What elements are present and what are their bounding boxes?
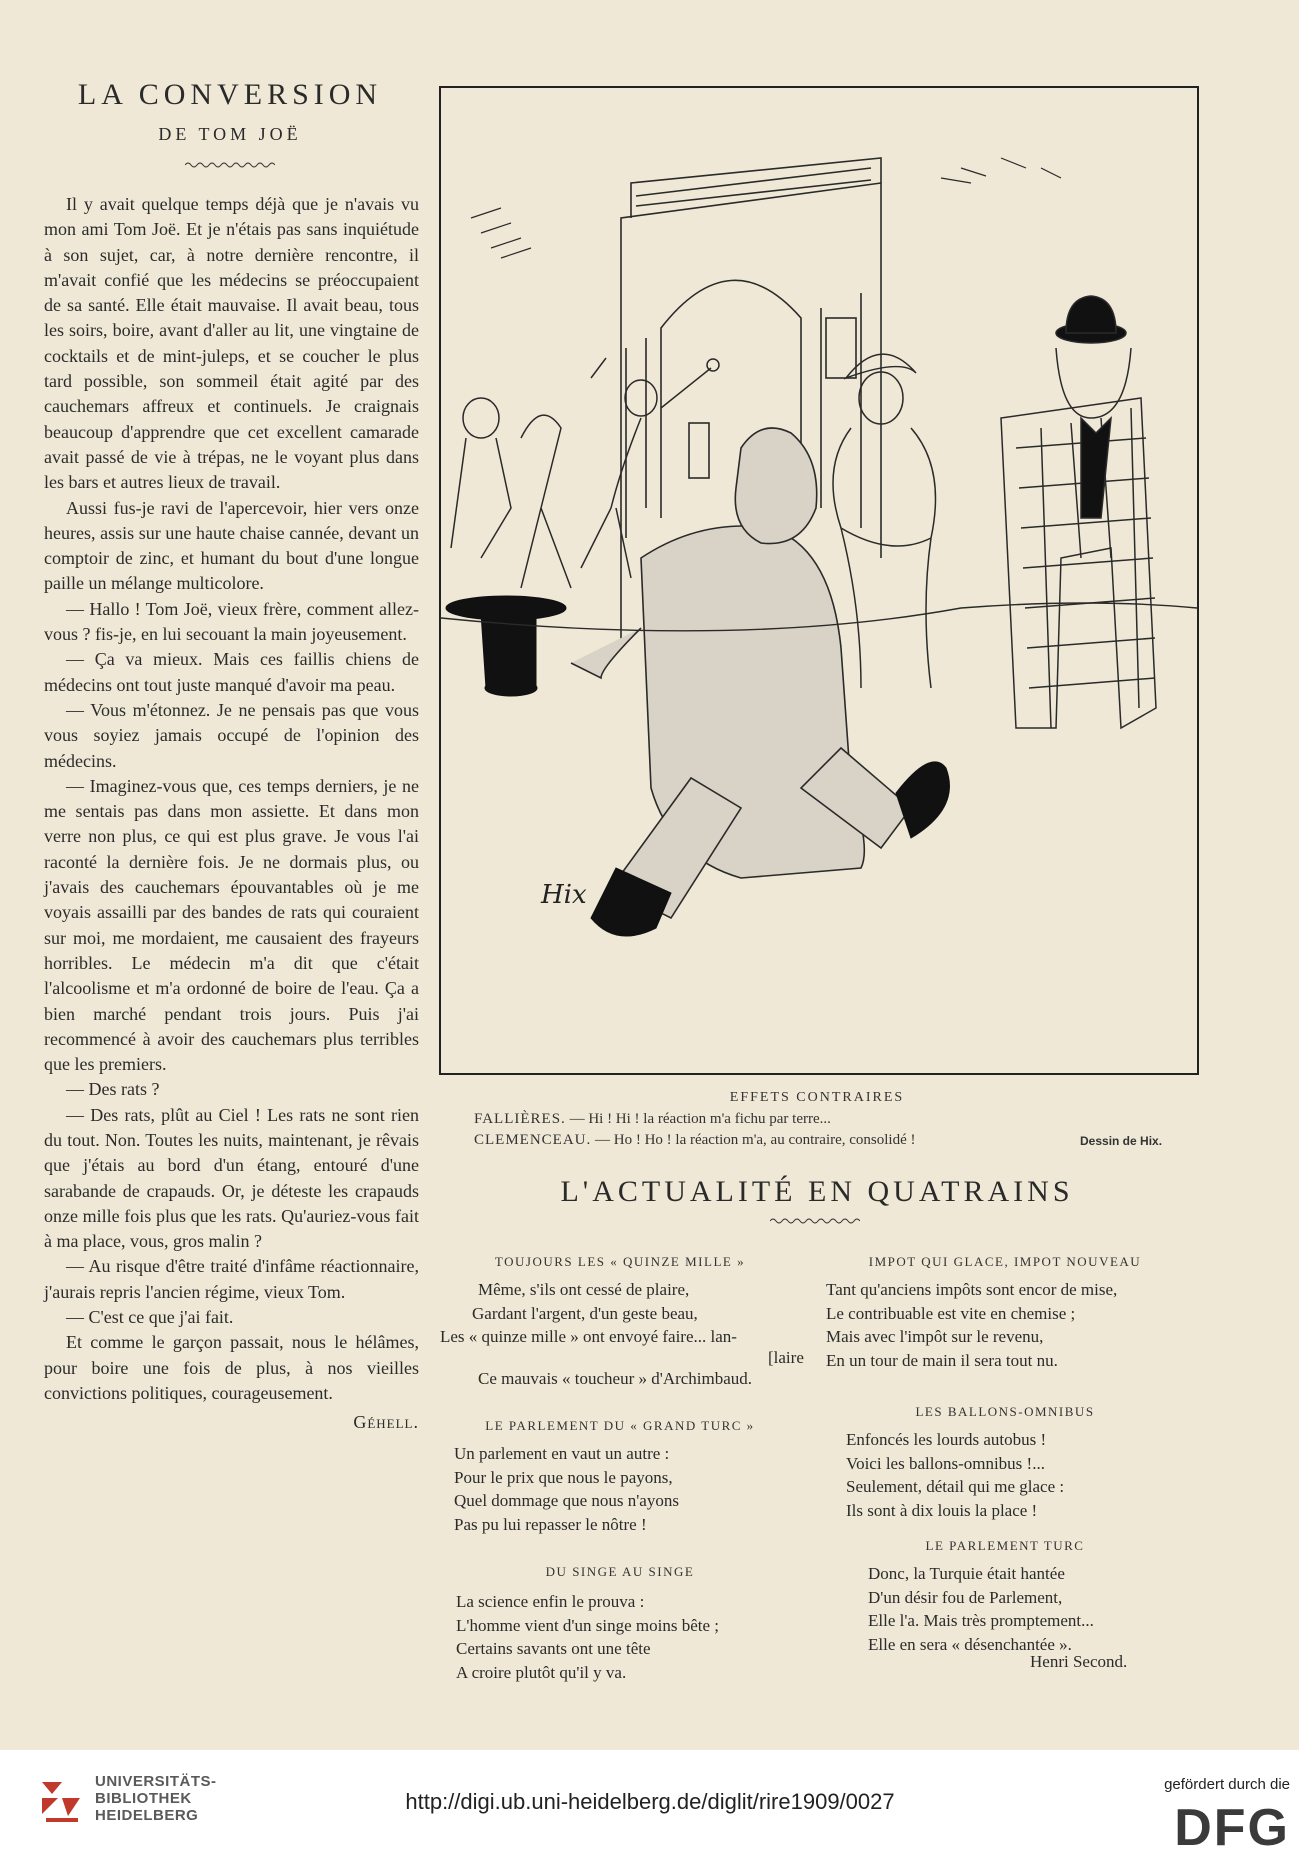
paragraph: — Imaginez-vous que, ces temps derniers, je ne me sentais pas dans mon assiette. Et dans mon verre non plus, ce qui est plus grave. Je vous l'ai raconté la dernière fois. Je ne dormais plus, ou j'avais des cauchemars épouvantables où je me voyais assailli par des bandes de rats qui couraient sur moi, me mordaient, me causaient des frayeurs horribles. Le médecin m'a dit que c'était l'alcoolisme et m'a ordonné de boire de l'eau. Ça a bien marché pendant trois jours. Puis j'ai recommencé à avoir des cauchemars plus terribles que les premiers. — [44, 775, 419, 1075]
poem-line: Mais avec l'impôt sur le revenu, — [826, 1327, 1044, 1346]
title-ornament — [185, 160, 275, 170]
cartoon-illustration — [439, 86, 1199, 1075]
poem-line: Quel dommage que nous n'ayons — [454, 1491, 679, 1510]
poem-line: La science enfin le prouva : — [456, 1592, 645, 1611]
poem-line: L'homme vient d'un singe moins bête ; — [456, 1615, 719, 1635]
poem — [846, 1428, 1186, 1522]
paragraph: — C'est ce que j'ai fait. — [66, 1307, 234, 1328]
drawing-credit: Dessin de Hix. — [1080, 1134, 1163, 1148]
article-body — [44, 192, 419, 1436]
artist-signature: Hix — [541, 880, 587, 910]
paragraph: — Hallo ! Tom Joë, vieux frère, comment allez-vous ? fis-je, en lui secouant la main joyeusement. — [44, 598, 419, 645]
library-name-line: HEIDELBERG — [95, 1807, 199, 1824]
poem-heading: LE PARLEMENT TURC — [925, 1538, 1085, 1553]
paragraph: — Des rats ? — [66, 1079, 160, 1100]
poem-line: Gardant l'argent, d'un geste beau, — [472, 1303, 698, 1323]
poem-line: Donc, la Turquie était hantée — [868, 1564, 1065, 1583]
caption-text: — Hi ! Hi ! la réaction m'a fichu par terre... — [569, 1111, 831, 1127]
poem-line: Tant qu'anciens impôts sont encor de mise, — [826, 1280, 1118, 1299]
poem-line: Pas pu lui repasser le nôtre ! — [454, 1514, 647, 1534]
poem-line: Les « quinze mille » ont envoyé faire... lan- — [440, 1327, 737, 1346]
library-name — [95, 1773, 217, 1824]
poem-line: Même, s'ils ont cessé de plaire, — [478, 1280, 690, 1299]
poem-heading: TOUJOURS LES « QUINZE MILLE » — [494, 1254, 746, 1269]
poem — [440, 1278, 810, 1390]
funding-note: gefördert durch die — [1164, 1776, 1290, 1793]
title-ornament — [770, 1216, 860, 1226]
paragraph: — Au risque d'être traité d'infâme réactionnaire, j'aurais repris l'ancien régime, vieux Tom. — [44, 1256, 419, 1302]
poem-line: Elle en sera « désenchantée ». — [868, 1634, 1072, 1654]
poem-line: Pour le prix que nous le payons, — [454, 1467, 673, 1487]
quatrains-title: L'ACTUALITÉ EN QUATRAINS — [560, 1175, 1074, 1208]
quatrains-signature: Henri Second. — [1030, 1652, 1128, 1671]
poem-line: Ils sont à dix louis la place ! — [846, 1500, 1038, 1520]
caption-line — [474, 1111, 831, 1128]
poem — [456, 1590, 796, 1684]
paragraph: Aussi fus-je ravi de l'apercevoir, hier vers onze heures, assis sur une haute chaise cannée, devant un comptoir de zinc, et humant du bout d'une longue paille un mélange multicolore. — [44, 497, 419, 594]
poem-heading: DU SINGE AU SINGE — [545, 1564, 695, 1579]
library-logo-icon — [38, 1778, 84, 1824]
poem-line: En un tour de main il sera tout nu. — [826, 1350, 1058, 1370]
caption-speaker: CLEMENCEAU. — [474, 1132, 592, 1148]
paragraph: Et comme le garçon passait, nous le hélâmes, pour boire une fois de plus, à nos vieilles convictions politiques, courageusement. — [44, 1332, 419, 1403]
caption-speaker: FALLIÈRES. — [474, 1111, 566, 1127]
article-subtitle: DE TOM JOË — [158, 124, 302, 144]
library-name-line: UNIVERSITÄTS- — [95, 1773, 217, 1790]
poem-line: Voici les ballons-omnibus !... — [846, 1453, 1045, 1473]
caption-line — [474, 1132, 916, 1149]
poem-line: D'un désir fou de Parlement, — [868, 1587, 1063, 1607]
poem-line: [laire — [768, 1347, 804, 1367]
poem-line: Certains savants ont une tête — [456, 1639, 651, 1658]
article-title: LA CONVERSION — [77, 78, 383, 111]
poem-line: Ce mauvais « toucheur » d'Archimbaud. — [478, 1368, 753, 1388]
poem-line: Seulement, détail qui me glace : — [846, 1477, 1065, 1496]
poem-heading: IMPOT QUI GLACE, IMPOT NOUVEAU — [868, 1254, 1142, 1269]
poem-line: A croire plutôt qu'il y va. — [456, 1662, 627, 1682]
poem-line: Enfoncés les lourds autobus ! — [846, 1430, 1047, 1449]
paragraph: — Des rats, plût au Ciel ! Les rats ne sont rien du tout. Non. Toutes les nuits, maintenant, je rêvais que j'étais au bord d'un étang, entouré d'une sarabande de crapauds. Or, je déteste les crapauds onze mille fois plus que les rats. Qu'auriez-vous fait à ma place, vous, gros malin ? — [44, 1104, 419, 1252]
library-name-line: BIBLIOTHEK — [95, 1790, 192, 1807]
poem-heading: LES BALLONS-OMNIBUS — [915, 1404, 1095, 1419]
paragraph: Il y avait quelque temps déjà que je n'avais vu mon ami Tom Joë. Et je n'étais pas sans inquiétude à son sujet, car, à notre dernière rencontre, il m'avait confié que les médecins se préoccupaient de sa santé. Elle était mauvaise. Il avait beau, tous les soirs, boire, avant d'aller au lit, une vingtaine de cocktails et de mint-juleps, et se coucher le plus tard possible, son sommeil était agité par des cauchemars affreux et continuels. Je craignais beaucoup d'apprendre que cet excellent camarade avait passé de vie à trépas, ne le voyant plus dans les bars et autres lieux de travail. — [44, 194, 419, 493]
caption-text: — Ho ! Ho ! la réaction m'a, au contraire, consolidé ! — [595, 1132, 916, 1148]
poem-heading: LE PARLEMENT DU « GRAND TURC » — [485, 1418, 755, 1433]
poem-line: Le contribuable est vite en chemise ; — [826, 1303, 1076, 1323]
cartoon-drawing — [441, 88, 1197, 1073]
poem-line: Un parlement en vaut un autre : — [454, 1444, 670, 1463]
article-signature: Géhell. — [353, 1412, 419, 1433]
poem — [454, 1442, 794, 1536]
caption-title: EFFETS CONTRAIRES — [729, 1090, 905, 1105]
poem — [868, 1562, 1188, 1656]
poem-line: Elle l'a. Mais très promptement... — [868, 1611, 1094, 1630]
paragraph: — Ça va mieux. Mais ces faillis chiens de médecins ont tout juste manqué d'avoir ma peau. — [44, 649, 419, 695]
paragraph: — Vous m'étonnez. Je ne pensais pas que vous vous soyiez jamais occupé de l'opinion des médecins. — [44, 699, 419, 771]
poem — [826, 1278, 1196, 1372]
dfg-logo: DFG — [1174, 1799, 1290, 1857]
source-url[interactable]: http://digi.ub.uni-heidelberg.de/diglit/rire1909/0027 — [405, 1789, 895, 1814]
